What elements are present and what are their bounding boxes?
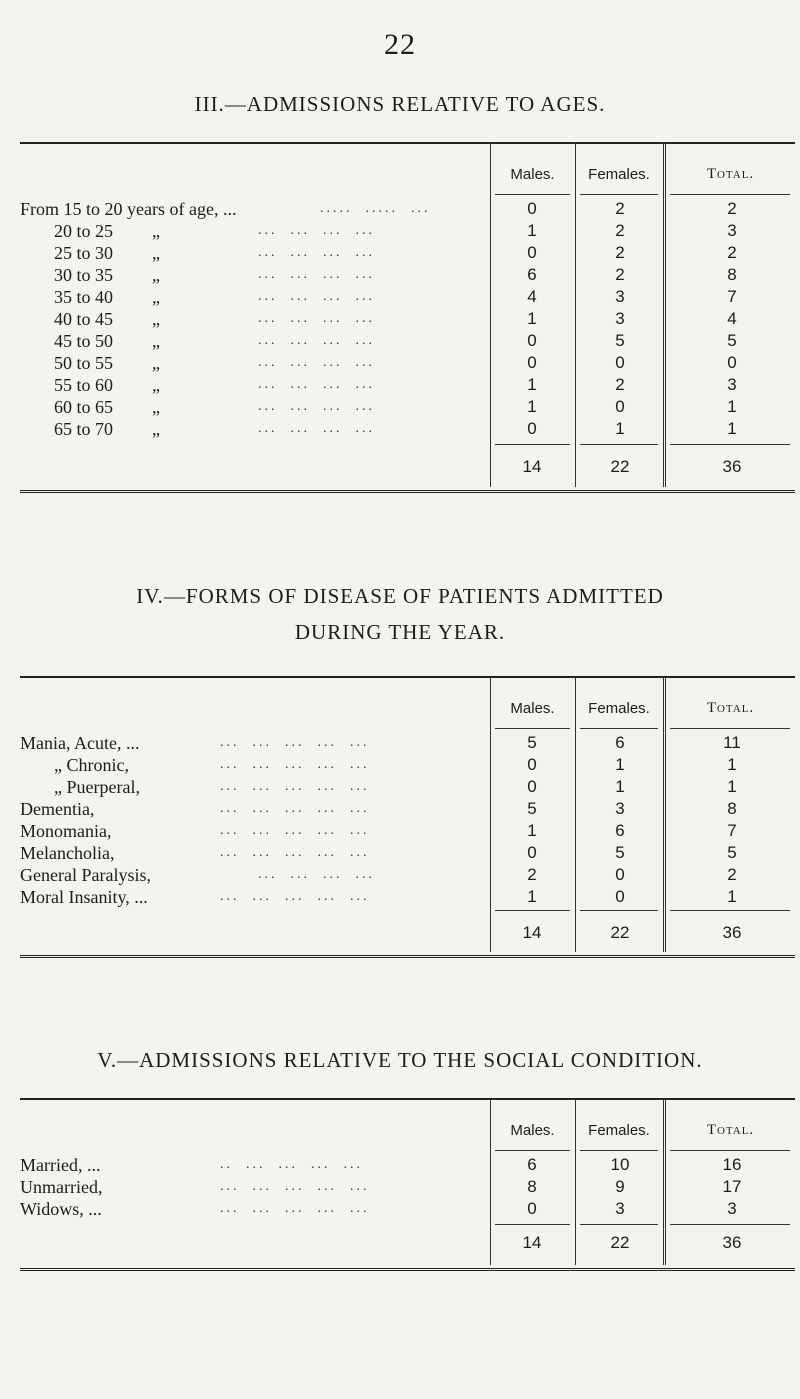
cell-males: 0 (527, 419, 537, 438)
row-label: Moral Insanity, ... (20, 887, 148, 907)
table-top-rule (20, 142, 795, 144)
cell-males: 4 (527, 287, 537, 306)
row-label: General Paralysis, (20, 865, 151, 885)
disease-forms-table (20, 676, 795, 976)
total-females: 22 (610, 457, 630, 476)
header-underline (580, 194, 658, 195)
table-bottom-rule (20, 490, 795, 493)
cell-males: 0 (527, 243, 537, 262)
ditto-mark: „ (152, 265, 160, 285)
row-label: „ Chronic, (54, 755, 129, 775)
table-row: 65 to 70 „ ... ... ... ... 0 1 1 (20, 418, 795, 440)
row-label: „ Puerperal, (54, 777, 140, 797)
totals-row (20, 456, 795, 478)
table-row: 20 to 25 „ ... ... ... ... 1 2 3 (20, 220, 795, 242)
sum-rule (670, 1224, 790, 1225)
row-label: Widows, ... (20, 1199, 102, 1219)
header-males: Males. (510, 166, 555, 183)
cell-males: 0 (527, 777, 537, 796)
cell-females: 5 (615, 331, 625, 350)
row-label: 40 to 45 (54, 309, 114, 329)
cell-males: 0 (527, 353, 537, 372)
cell-females: 6 (615, 733, 625, 752)
row-label: Monomania, (20, 821, 112, 841)
cell-females: 1 (615, 419, 625, 438)
page-number: 22 (384, 28, 416, 61)
total-females: 22 (610, 923, 630, 942)
cell-total: 2 (727, 865, 737, 884)
cell-males: 0 (527, 1199, 537, 1218)
sum-rule (580, 444, 658, 445)
table-row: From 15 to 20 years of age, ... ..... ..... ... 0 2 2 (20, 198, 795, 220)
cell-females: 0 (615, 887, 625, 906)
header-total: Total. (706, 166, 755, 182)
sum-rule (495, 910, 570, 911)
cell-total: 2 (727, 243, 737, 262)
table-row: 55 to 60 „ ... ... ... ... 1 2 3 (20, 374, 795, 396)
cell-females: 9 (615, 1177, 625, 1196)
cell-females: 0 (615, 397, 625, 416)
cell-females: 1 (615, 755, 625, 774)
cell-females: 2 (615, 265, 625, 284)
cell-total: 3 (727, 375, 737, 394)
table-top-rule (20, 1098, 795, 1100)
ditto-mark: „ (152, 309, 160, 329)
total-females: 22 (610, 1233, 630, 1252)
total-males: 14 (522, 457, 542, 476)
table-row: 35 to 40 „ ... ... ... ... 4 3 7 (20, 286, 795, 308)
cell-males: 0 (527, 755, 537, 774)
cell-total: 7 (727, 821, 737, 840)
row-label: 30 to 35 (54, 265, 114, 285)
header-total: Total. (706, 700, 755, 716)
table-row: 45 to 50 „ ... ... ... ... 0 5 5 (20, 330, 795, 352)
header-underline (670, 1150, 790, 1151)
row-label: 50 to 55 (54, 353, 114, 373)
cell-males: 1 (527, 821, 537, 840)
cell-males: 5 (527, 799, 537, 818)
cell-males: 1 (527, 309, 537, 328)
cell-total: 5 (727, 843, 737, 862)
header-underline (670, 194, 790, 195)
cell-females: 1 (615, 777, 625, 796)
section-iv-title: IV.—FORMS OF DISEASE OF PATIENTS ADMITTED (136, 584, 664, 608)
table-bottom-rule (20, 955, 795, 958)
cell-total: 2 (727, 199, 737, 218)
row-label: 35 to 40 (54, 287, 114, 307)
ditto-mark: „ (152, 353, 160, 373)
header-males: Males. (510, 700, 555, 717)
header-females: Females. (588, 700, 650, 717)
cell-males: 1 (527, 375, 537, 394)
header-underline (495, 1150, 570, 1151)
table-row: Moral Insanity, ... ... ... ... ... ... 1 0 1 (20, 886, 795, 908)
sum-rule (580, 1224, 658, 1225)
table-row: 50 to 55 „ ... ... ... ... 0 0 0 (20, 352, 795, 374)
row-label: Melancholia, (20, 843, 115, 863)
row-label: 20 to 25 (54, 221, 114, 241)
cell-males: 6 (527, 1155, 537, 1174)
cell-total: 3 (727, 1199, 737, 1218)
cell-males: 0 (527, 199, 537, 218)
header-underline (580, 728, 658, 729)
totals-row (20, 922, 795, 944)
row-label: 60 to 65 (54, 397, 114, 417)
table-row: 25 to 30 „ ... ... ... ... 0 2 2 (20, 242, 795, 264)
cell-total: 1 (727, 419, 737, 438)
header-underline (495, 728, 570, 729)
cell-total: 1 (727, 397, 737, 416)
cell-females: 3 (615, 1199, 625, 1218)
row-label: From 15 to 20 years of age, ... (20, 199, 237, 219)
row-label: 45 to 50 (54, 331, 114, 351)
header-underline (580, 1150, 658, 1151)
cell-total: 1 (727, 755, 737, 774)
total-males: 14 (522, 923, 542, 942)
ditto-mark: „ (152, 375, 160, 395)
ditto-mark: „ (152, 419, 160, 439)
total-total: 36 (722, 923, 742, 942)
row-label: 25 to 30 (54, 243, 114, 263)
cell-males: 2 (527, 865, 537, 884)
cell-females: 2 (615, 221, 625, 240)
header-underline (670, 728, 790, 729)
table-row: Unmarried, ... ... ... ... ... 8 9 17 (20, 1176, 795, 1198)
ages-table (20, 142, 795, 502)
sum-rule (670, 444, 790, 445)
sum-rule (580, 910, 658, 911)
table-bottom-rule (20, 1268, 795, 1271)
ditto-mark: „ (152, 397, 160, 417)
ditto-mark: „ (152, 221, 160, 241)
table-row: General Paralysis, ... ... ... ... 2 0 2 (20, 864, 795, 886)
row-label: 65 to 70 (54, 419, 114, 439)
table-row: Dementia, ... ... ... ... ... 5 3 8 (20, 798, 795, 820)
cell-males: 5 (527, 733, 537, 752)
table-row: Melancholia, ... ... ... ... ... 0 5 5 (20, 842, 795, 864)
sum-rule (495, 444, 570, 445)
cell-females: 2 (615, 243, 625, 262)
table-row: Married, ... .. ... ... ... ... 6 10 16 (20, 1154, 795, 1176)
row-label: Mania, Acute, ... (20, 733, 140, 753)
table-row: 30 to 35 „ ... ... ... ... 6 2 8 (20, 264, 795, 286)
cell-total: 1 (727, 887, 737, 906)
ditto-mark: „ (152, 287, 160, 307)
row-label: Married, ... (20, 1155, 101, 1175)
row-label: 55 to 60 (54, 375, 114, 395)
table-row: Widows, ... ... ... ... ... ... 0 3 3 (20, 1198, 795, 1220)
cell-total: 5 (727, 331, 737, 350)
header-females: Females. (588, 1122, 650, 1139)
totals-row (20, 1232, 795, 1254)
cell-females: 0 (615, 353, 625, 372)
cell-females: 5 (615, 843, 625, 862)
cell-males: 0 (527, 331, 537, 350)
cell-males: 0 (527, 843, 537, 862)
cell-males: 1 (527, 221, 537, 240)
cell-females: 3 (615, 309, 625, 328)
cell-males: 1 (527, 397, 537, 416)
header-total: Total. (706, 1122, 755, 1138)
section-iii-title: III.—ADMISSIONS RELATIVE TO AGES. (194, 92, 606, 116)
cell-total: 11 (723, 733, 741, 752)
cell-total: 8 (727, 799, 737, 818)
cell-total: 17 (722, 1177, 742, 1196)
cell-females: 3 (615, 799, 625, 818)
total-total: 36 (722, 1233, 742, 1252)
table-row: „ Puerperal, ... ... ... ... ... 0 1 1 (20, 776, 795, 798)
table-row: Mania, Acute, ... ... ... ... ... ... 5 6 11 (20, 732, 795, 754)
cell-total: 3 (727, 221, 737, 240)
header-females: Females. (588, 166, 650, 183)
table-row: 40 to 45 „ ... ... ... ... 1 3 4 (20, 308, 795, 330)
total-males: 14 (522, 1233, 542, 1252)
header-males: Males. (510, 1122, 555, 1139)
table-row: „ Chronic, ... ... ... ... ... 0 1 1 (20, 754, 795, 776)
header-underline (495, 194, 570, 195)
cell-females: 6 (615, 821, 625, 840)
cell-females: 2 (615, 375, 625, 394)
sum-rule (670, 910, 790, 911)
row-label: Dementia, (20, 799, 95, 819)
table-row: Monomania, ... ... ... ... ... 1 6 7 (20, 820, 795, 842)
cell-males: 1 (527, 887, 537, 906)
cell-females: 10 (610, 1155, 630, 1174)
cell-total: 0 (727, 353, 737, 372)
cell-females: 2 (615, 199, 625, 218)
total-total: 36 (722, 457, 742, 476)
ditto-mark: „ (152, 243, 160, 263)
cell-total: 8 (727, 265, 737, 284)
row-label: Unmarried, (20, 1177, 103, 1197)
section-iv-subtitle: DURING THE YEAR. (294, 620, 506, 644)
cell-total: 1 (727, 777, 737, 796)
cell-total: 16 (722, 1155, 742, 1174)
cell-males: 6 (527, 265, 537, 284)
cell-females: 0 (615, 865, 625, 884)
cell-total: 7 (727, 287, 737, 306)
table-row: 60 to 65 „ ... ... ... ... 1 0 1 (20, 396, 795, 418)
sum-rule (495, 1224, 570, 1225)
ditto-mark: „ (152, 331, 160, 351)
table-top-rule (20, 676, 795, 678)
cell-total: 4 (727, 309, 737, 328)
social-condition-table (20, 1098, 795, 1278)
section-v-title: V.—ADMISSIONS RELATIVE TO THE SOCIAL CONDITION. (97, 1048, 703, 1072)
cell-females: 3 (615, 287, 625, 306)
cell-males: 8 (527, 1177, 537, 1196)
